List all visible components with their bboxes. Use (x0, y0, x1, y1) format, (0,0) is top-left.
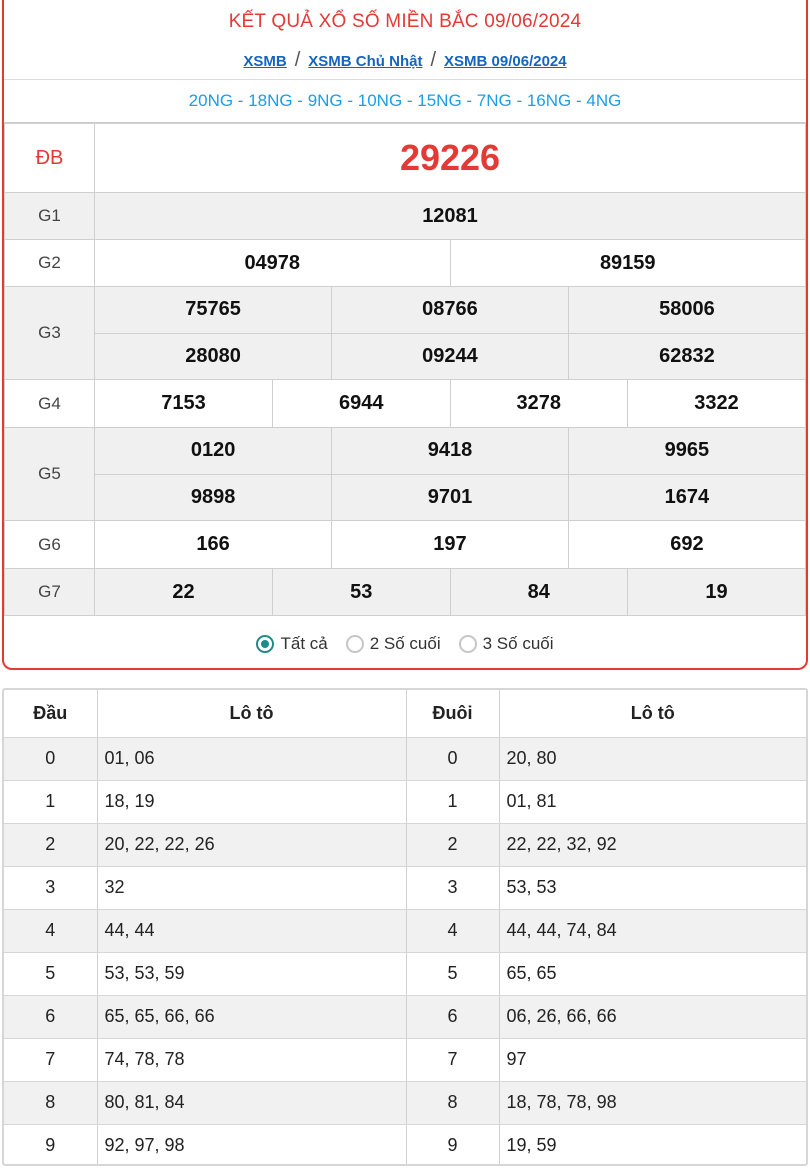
prize-label-g3: G3 (5, 287, 95, 380)
prize-row-g3 (5, 287, 806, 380)
dau-digit: 5 (4, 952, 97, 995)
prize-row-g6 (5, 521, 806, 569)
prize-number: 3278 (450, 380, 628, 427)
filter-option-last-3[interactable] (459, 634, 554, 654)
dau-digit: 0 (4, 737, 97, 780)
radio-selected-icon[interactable] (256, 635, 274, 653)
prize-number: 12081 (95, 193, 806, 240)
table-row (4, 909, 806, 952)
duoi-loto-list: 01, 81 (499, 780, 806, 823)
prize-number: 9898 (190, 485, 236, 508)
filter-option-label: 3 Số cuối (482, 634, 554, 653)
duoi-digit: 2 (406, 823, 499, 866)
radio-unselected-icon[interactable] (346, 635, 364, 653)
prize-number: 7153 (161, 392, 206, 414)
dau-loto-list: 01, 06 (97, 737, 406, 780)
prize-number: 9701 (332, 474, 569, 520)
table-row (4, 995, 806, 1038)
filter-option-label: 2 Số cuối (369, 634, 441, 653)
duoi-digit: 1 (406, 780, 499, 823)
prize-number: 197 (332, 521, 569, 568)
prize-number: 3322 (628, 380, 806, 427)
prize-row-g2 (5, 240, 806, 287)
table-row (4, 952, 806, 995)
column-header-loto: Lô tô (499, 690, 806, 737)
prize-row-g1 (5, 193, 806, 240)
dau-digit: 3 (4, 866, 97, 909)
prize-number: 1674 (568, 474, 805, 520)
table-row (4, 737, 806, 780)
prize-number: 89159 (450, 240, 805, 286)
breadcrumb-xsmb-link[interactable]: XSMB (243, 53, 287, 70)
dau-digit: 9 (4, 1124, 97, 1166)
duoi-digit: 5 (406, 952, 499, 995)
prize-number: 6944 (273, 380, 451, 427)
prize-row-g7 (5, 569, 806, 616)
table-row (4, 866, 806, 909)
breadcrumb-separator: / (430, 49, 437, 71)
dau-loto-list: 44, 44 (97, 909, 406, 952)
radio-unselected-icon[interactable] (459, 635, 477, 653)
duoi-digit: 9 (406, 1124, 499, 1166)
duoi-loto-list: 18, 78, 78, 98 (499, 1081, 806, 1124)
table-row (4, 1124, 806, 1166)
breadcrumb-xsmb-date-link[interactable]: XSMB 09/06/2024 (444, 53, 567, 70)
prize-number: 75765 (95, 287, 332, 333)
duoi-loto-list: 65, 65 (499, 952, 806, 995)
prize-label-g7: G7 (5, 569, 95, 616)
table-row (4, 780, 806, 823)
prize-label-db: ĐB (5, 124, 95, 193)
prize-number: 09244 (332, 333, 569, 379)
prize-label-g6: G6 (5, 521, 95, 569)
duoi-digit: 3 (406, 866, 499, 909)
digit-filter (4, 616, 806, 670)
prize-number: 19 (628, 569, 806, 615)
column-header-loto: Lô tô (97, 690, 406, 737)
duoi-digit: 7 (406, 1038, 499, 1081)
prize-number: 692 (568, 521, 805, 568)
loto-header-row (4, 690, 806, 737)
prize-number: 04978 (244, 251, 301, 274)
duoi-digit: 6 (406, 995, 499, 1038)
prize-label-g2: G2 (5, 240, 95, 287)
prize-number: 0120 (95, 428, 332, 474)
page-title: KẾT QUẢ XỔ SỐ MIỀN BẮC 09/06/2024 (228, 11, 582, 32)
filter-option-label: Tất cả (280, 634, 328, 653)
duoi-loto-list: 06, 26, 66, 66 (499, 995, 806, 1038)
prize-number: 53 (273, 569, 451, 615)
duoi-digit: 8 (406, 1081, 499, 1124)
lottery-codes: 20NG - 18NG - 9NG - 10NG - 15NG - 7NG - 16NG - 4NG (4, 80, 806, 123)
dau-loto-list: 20, 22, 22, 26 (97, 823, 406, 866)
prize-label-g5: G5 (5, 428, 95, 521)
dau-loto-list: 74, 78, 78 (97, 1038, 406, 1081)
duoi-loto-list: 20, 80 (499, 737, 806, 780)
breadcrumb-xsmb-sunday-link[interactable]: XSMB Chủ Nhật (308, 53, 423, 70)
result-card (2, 0, 808, 670)
duoi-loto-list: 44, 44, 74, 84 (499, 909, 806, 952)
duoi-digit: 0 (406, 737, 499, 780)
dau-digit: 4 (4, 909, 97, 952)
prize-number: 22 (172, 580, 195, 603)
prize-number: 84 (450, 569, 628, 615)
duoi-digit: 4 (406, 909, 499, 952)
prize-number: 9418 (332, 428, 569, 474)
prize-label-g4: G4 (5, 380, 95, 428)
dau-digit: 6 (4, 995, 97, 1038)
dau-loto-list: 80, 81, 84 (97, 1081, 406, 1124)
duoi-loto-list: 97 (499, 1038, 806, 1081)
dau-digit: 8 (4, 1081, 97, 1124)
breadcrumb (4, 44, 806, 80)
loto-table (4, 690, 806, 1166)
prize-label-g1: G1 (5, 193, 95, 240)
dau-digit: 2 (4, 823, 97, 866)
dau-loto-list: 32 (97, 866, 406, 909)
dau-digit: 1 (4, 780, 97, 823)
filter-option-last-2[interactable] (346, 634, 441, 654)
duoi-loto-list: 22, 22, 32, 92 (499, 823, 806, 866)
table-row (4, 1038, 806, 1081)
breadcrumb-separator: / (294, 49, 301, 71)
special-prize-number: 29226 (399, 137, 501, 178)
loto-card (2, 688, 808, 1166)
prize-row-db (5, 124, 806, 193)
duoi-loto-list: 19, 59 (506, 1135, 557, 1156)
filter-option-all[interactable] (256, 634, 327, 654)
dau-loto-list: 65, 65, 66, 66 (97, 995, 406, 1038)
prize-number: 9965 (568, 428, 805, 474)
dau-digit: 7 (4, 1038, 97, 1081)
dau-loto-list: 18, 19 (97, 780, 406, 823)
prize-number: 28080 (185, 344, 241, 367)
table-row (4, 1081, 806, 1124)
prize-number: 166 (196, 533, 230, 555)
prize-number: 62832 (568, 333, 805, 379)
dau-loto-list: 53, 53, 59 (97, 952, 406, 995)
column-header-dau: Đầu (4, 690, 97, 737)
prize-row-g5 (5, 428, 806, 521)
duoi-loto-list: 53, 53 (499, 866, 806, 909)
prize-number: 08766 (332, 287, 569, 333)
dau-loto-list: 92, 97, 98 (97, 1124, 406, 1166)
prize-table (4, 123, 806, 616)
column-header-duoi: Đuôi (406, 690, 499, 737)
prize-number: 58006 (568, 287, 805, 333)
prize-row-g4 (5, 380, 806, 428)
table-row (4, 823, 806, 866)
